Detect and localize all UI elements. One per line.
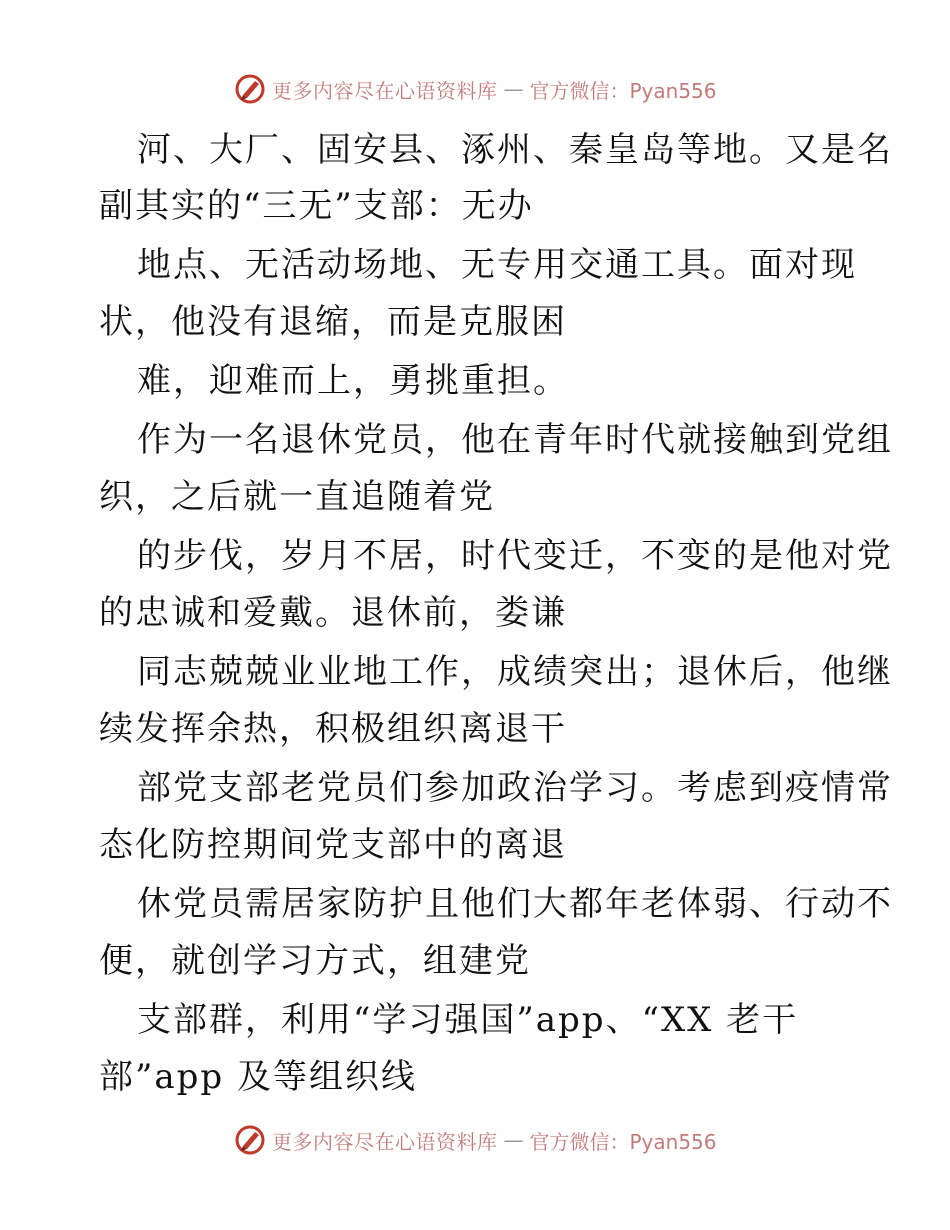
- header-banner: [234, 72, 717, 106]
- body-line: 的忠诚和爱戴。退休前，娄谦: [99, 593, 567, 633]
- header-wechat-text: 官方微信：Pyan556: [529, 78, 717, 103]
- body-line: 的步伐，岁月不居，时代变迁，不变的是他对党: [137, 536, 893, 576]
- body-line: 作为一名退休党员，他在青年时代就接触到党组: [137, 420, 893, 460]
- body-line: 难，迎难而上，勇挑重担。: [137, 361, 569, 401]
- footer-separator: —: [503, 1128, 524, 1152]
- body-line: 副其实的“三无”支部：无办: [99, 186, 534, 226]
- body-line: 同志兢兢业业地工作，成绩突出；退休后，他继: [137, 652, 893, 692]
- body-line: 休党员需居家防护且他们大都年老体弱、行动不: [137, 884, 893, 924]
- body-line: 支部群，利用“学习强国”app、“XX 老干: [137, 1000, 799, 1040]
- body-line: 部党支部老党员们参加政治学习。考虑到疫情常: [137, 768, 893, 808]
- body-line: 态化防控期间党支部中的离退: [99, 825, 567, 865]
- body-line: 地点、无活动场地、无专用交通工具。面对现: [137, 245, 857, 285]
- header-separator: —: [503, 77, 524, 101]
- footer-site-text: 更多内容尽在心语资料库: [272, 1129, 498, 1154]
- footer-banner: [234, 1123, 717, 1157]
- body-line: 续发挥余热，积极组织离退干: [99, 709, 567, 749]
- body-line: 便，就创学习方式，组建党: [99, 941, 531, 981]
- pen-circle-logo-icon: [234, 1124, 266, 1156]
- pen-circle-logo-icon: [234, 73, 266, 105]
- body-line: 织，之后就一直追随着党: [99, 477, 495, 517]
- header-site-text: 更多内容尽在心语资料库: [272, 78, 498, 103]
- body-line: 状，他没有退缩，而是克服困: [99, 302, 567, 342]
- body-line: 部”app 及等组织线: [99, 1057, 417, 1097]
- body-line: 河、大厂、固安县、涿州、秦皇岛等地。又是名: [137, 130, 893, 170]
- footer-wechat-text: 官方微信：Pyan556: [529, 1129, 717, 1154]
